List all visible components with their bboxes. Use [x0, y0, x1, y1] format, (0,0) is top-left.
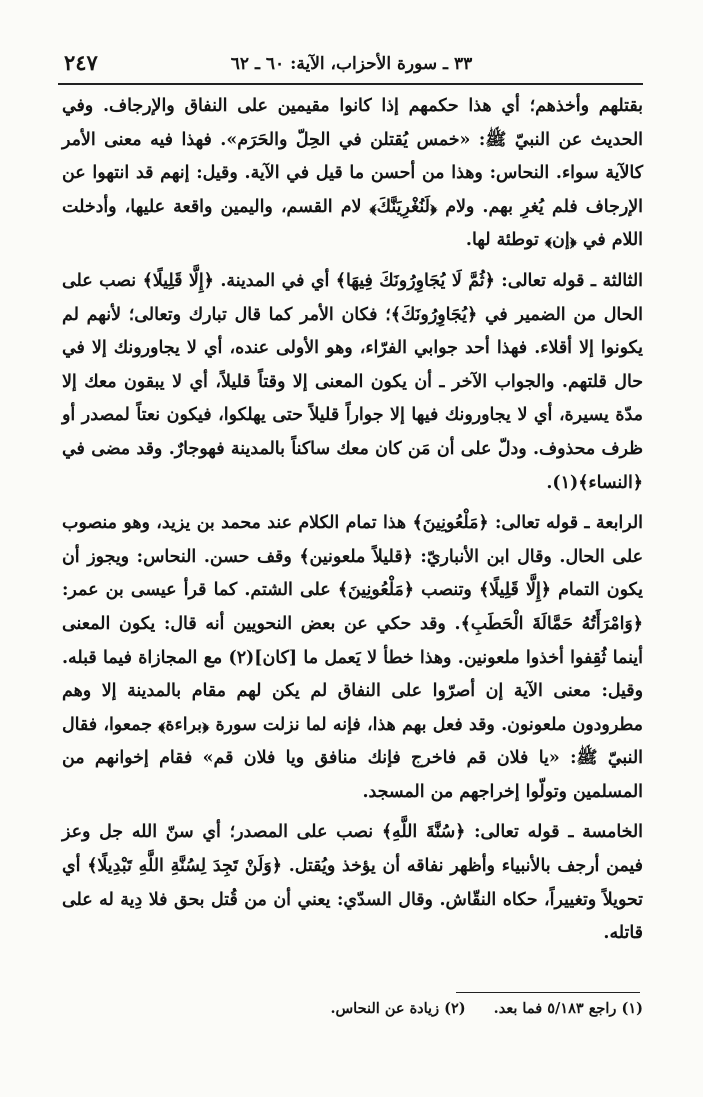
footnotes: [280, 1000, 643, 1017]
footnote-1: (١) راجع ٥/١٨٣ فما بعد.: [493, 1000, 643, 1017]
main-text: [62, 90, 643, 951]
paragraph-intro: بقتلهم وأخذهم؛ أي هذا حكمهم إذا كانوا مقيمين على النفاق والإرجاف. وفي الحديث عن النبيّ ﷺ: «خمس يُقتلن في الحِلّ والحَرَم». فهذا فيه معنى الأمر كالآية سواء. النحاس: وهذا من أحسن ما قيل في الآية. وقيل: إنهم قد انتهوا عن الإرجاف فلم يُغرِ بهم. ولام ﴿لَنُغْرِيَنَّكَ﴾ لام القسم، واليمين واقعة عليها، وأدخلت اللام في ﴿إن﴾ توطئة لها.: [62, 96, 643, 251]
paragraph-fifth: الخامسة ـ قوله تعالى: ﴿سُنَّةَ اللَّهِ﴾ نصب على المصدر؛ أي سنّ الله جل وعز فيمن أرجف بالأنبياء وأظهر نفاقه أن يؤخذ ويُقتل. ﴿وَلَنْ تَجِدَ لِسُنَّةِ اللَّهِ تَبْدِيلًا﴾ أي تحويلاً وتغييراً، حكاه النقّاش. وقال السدّي: يعني أن من قُتل بحق فلا دِية له على قاتله.: [62, 822, 643, 944]
footnote-2: (٢) زيادة عن النحاس.: [330, 1000, 466, 1017]
page-number: ٢٤٧: [64, 50, 98, 75]
header-rule: [58, 83, 643, 85]
paragraph-third: الثالثة ـ قوله تعالى: ﴿ثُمَّ لَا يُجَاوِرُونَكَ فِيهَا﴾ أي في المدينة. ﴿إِلَّا قَلِيلًا﴾ نصب على الحال من الضمير في ﴿يُجَاوِرُونَكَ﴾؛ فكان الأمر كما قال تبارك وتعالى؛ لأنهم لم يكونوا إلا أقلاء. فهذا أحد جوابي الفرّاء، وهو الأولى عنده، أي لا يجاورونك إلا في حال قلتهم. والجواب الآخر ـ أن يكون المعنى إلا وقتاً قليلاً، أي لا يبقون معك إلا مدّة يسيرة، أي لا يجاورونك فيها إلا جواراً قليلاً حتى يهلكوا، فيكون نعتاً لمصدر أو ظرف محذوف. ودلّ على أن مَن كان معك ساكناً بالمدينة فهوجارٌ. وقد مضى في ﴿النساء﴾(١).: [62, 270, 643, 493]
footnote-rule: [456, 992, 640, 993]
running-title: ٣٣ ـ سورة الأحزاب، الآية: ٦٠ ـ ٦٢: [230, 54, 473, 74]
page-header: [62, 44, 641, 80]
paragraph-fourth: الرابعة ـ قوله تعالى: ﴿مَلْعُونِينَ﴾ هذا تمام الكلام عند محمد بن يزيد، وهو منصوب على الحال. وقال ابن الأنباريّ: ﴿قليلاً ملعونين﴾ وقف حسن. النحاس: ويجوز أن يكون التمام ﴿إِلَّا قَلِيلًا﴾ وتنصب ﴿مَلْعُونِينَ﴾ على الشتم. كما قرأ عيسى بن عمر: ﴿وَامْرَأَتُهُ حَمَّالَةَ الْحَطَبِ﴾. وقد حكي عن بعض النحويين أنه قال: يكون المعنى أينما ثُقِفوا أخذوا ملعونين. وهذا خطأ لا يَعمل ما [كان](٢) مع المجازاة فيما قبله. وقيل: معنى الآية إن أصرّوا على النفاق لم يكن لهم مقام بالمدينة إلا وهم مطرودون ملعونون. وقد فعل بهم هذا، فإنه لما نزلت سورة ﴿براءة﴾ جمعوا، فقال النبيّ ﷺ: «يا فلان قم فاخرج فإنك منافق ويا فلان قم» فقام إخوانهم من المسلمين وتولّوا إخراجهم من المسجد.: [62, 513, 643, 802]
